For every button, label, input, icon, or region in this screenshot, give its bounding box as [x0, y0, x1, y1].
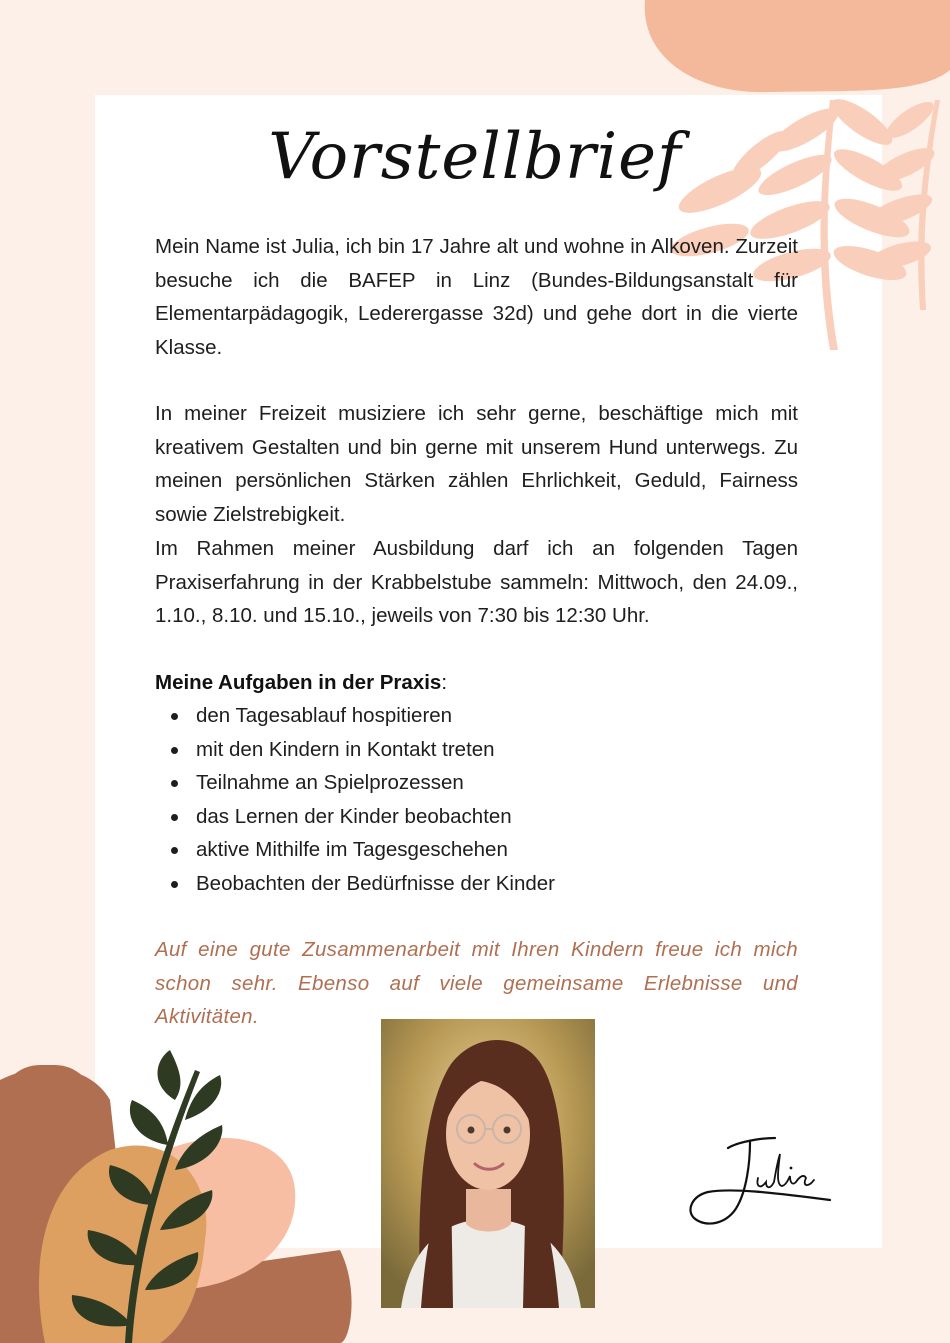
hobbies-paragraph: In meiner Freizeit musiziere ich sehr gerne, beschäftige mich mit kreativem Gestalten und bin gerne mit unserem Hund unterwegs. Zu meinen persönlichen Stärken zählen Ehrlichkeit, Geduld, Fairness sowie Zielstrebigkeit.	[155, 402, 798, 526]
portrait-photo	[381, 1019, 595, 1308]
tasks-heading-text: Meine Aufgaben in der Praxis	[155, 671, 442, 694]
list-item: das Lernen der Kinder beobachten	[155, 800, 555, 834]
closing-paragraph: Auf eine gute Zusammenarbeit mit Ihren Kindern freue ich mich schon sehr. Ebenso auf viele gemeinsame Erlebnisse und Aktivitäten.	[155, 938, 798, 1029]
intro-paragraph: Mein Name ist Julia, ich bin 17 Jahre alt und wohne in Alkoven. Zurzeit besuche ich die BAFEP in Linz (Bundes-Bildungsanstalt für Elementarpädagogik, Lederergasse 32d) und gehe dort in die vierte Klasse.	[155, 235, 798, 359]
tasks-heading-colon: :	[441, 671, 448, 694]
schedule-paragraph: Im Rahmen meiner Ausbildung darf ich an folgenden Tagen Praxiserfahrung in der Krabbelstube sammeln: Mittwoch, den 24.09., 1.10., 8.10. und 15.10., jeweils von 7:30 bis 12:30 Uhr.	[155, 537, 798, 628]
bottom-left-plant-decoration	[0, 1040, 360, 1343]
tasks-list	[155, 699, 555, 901]
list-item: Beobachten der Bedürfnisse der Kinder	[155, 867, 555, 901]
list-item: Teilnahme an Spielprozessen	[155, 766, 555, 800]
list-item: den Tagesablauf hospitieren	[155, 699, 555, 733]
list-item: aktive Mithilfe im Tagesgeschehen	[155, 833, 555, 867]
page-title: Vorstellbrief	[268, 120, 682, 194]
signature-julia	[680, 1130, 840, 1240]
tasks-heading	[155, 666, 447, 700]
list-item: mit den Kindern in Kontakt treten	[155, 733, 555, 767]
